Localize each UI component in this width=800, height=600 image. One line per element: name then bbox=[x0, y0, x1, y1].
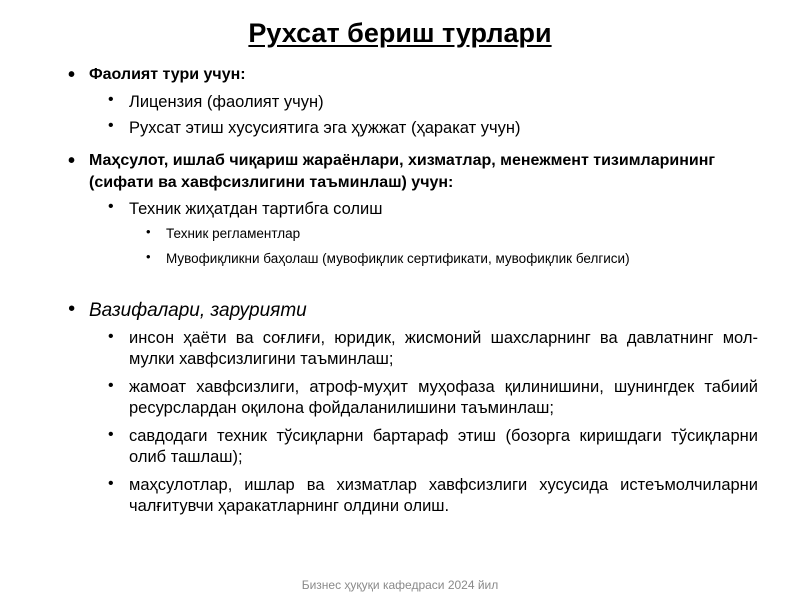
list-item-task-1: • инсон ҳаёти ва соғлиғи, юридик, жисмоний шахсларнинг ва давлатнинг мол-мулки хавфсизлигини таъминлаш; bbox=[108, 328, 758, 370]
list-item-permit-document: • Рухсат этиш хусусиятига эга ҳужжат (ҳаракат учун) bbox=[108, 117, 758, 139]
section-products bbox=[68, 150, 758, 268]
section-heading-tasks: • Вазифалари, зарурияти bbox=[68, 298, 758, 324]
section-tasks bbox=[68, 298, 758, 517]
list-subitem-tech-regulations: • Техник регламентлар bbox=[146, 225, 758, 243]
section-activity bbox=[68, 64, 758, 139]
list-item-task-4: • маҳсулотлар, ишлар ва хизматлар хавфсизлиги хусусида истеъмолчиларни чалғитувчи ҳаракатларнинг олдини олиш. bbox=[108, 475, 758, 517]
section-heading-activity: • Фаолият тури учун: bbox=[68, 64, 758, 86]
section-heading-products: • Маҳсулот, ишлаб чиқариш жараёнлари, хизматлар, менежмент тизимларининг (сифати ва хавфсизлигини таъминлаш) учун: bbox=[68, 150, 758, 194]
footer-text: Бизнес ҳуқуқи кафедраси 2024 йил bbox=[301, 578, 499, 592]
list-subitem-conformity: • Мувофиқликни баҳолаш (мувофиқлик сертификати, мувофиқлик белгиси) bbox=[146, 250, 758, 268]
list-item-technical-regulation: • Техник жиҳатдан тартибга солиш bbox=[108, 198, 758, 220]
list-item-task-2: • жамоат хавфсизлиги, атроф-муҳит муҳофаза қилинишини, шунингдек табиий ресурслардан оқилона фойдаланилишини таъминлаш; bbox=[108, 377, 758, 419]
list-item-license: • Лицензия (фаолият учун) bbox=[108, 91, 758, 113]
slide-title: Рухсат бериш турлари bbox=[248, 18, 552, 48]
list-item-task-3: • савдодаги техник тўсиқларни бартараф этиш (бозорга киришдаги тўсиқларни олиб ташлаш); bbox=[108, 426, 758, 468]
